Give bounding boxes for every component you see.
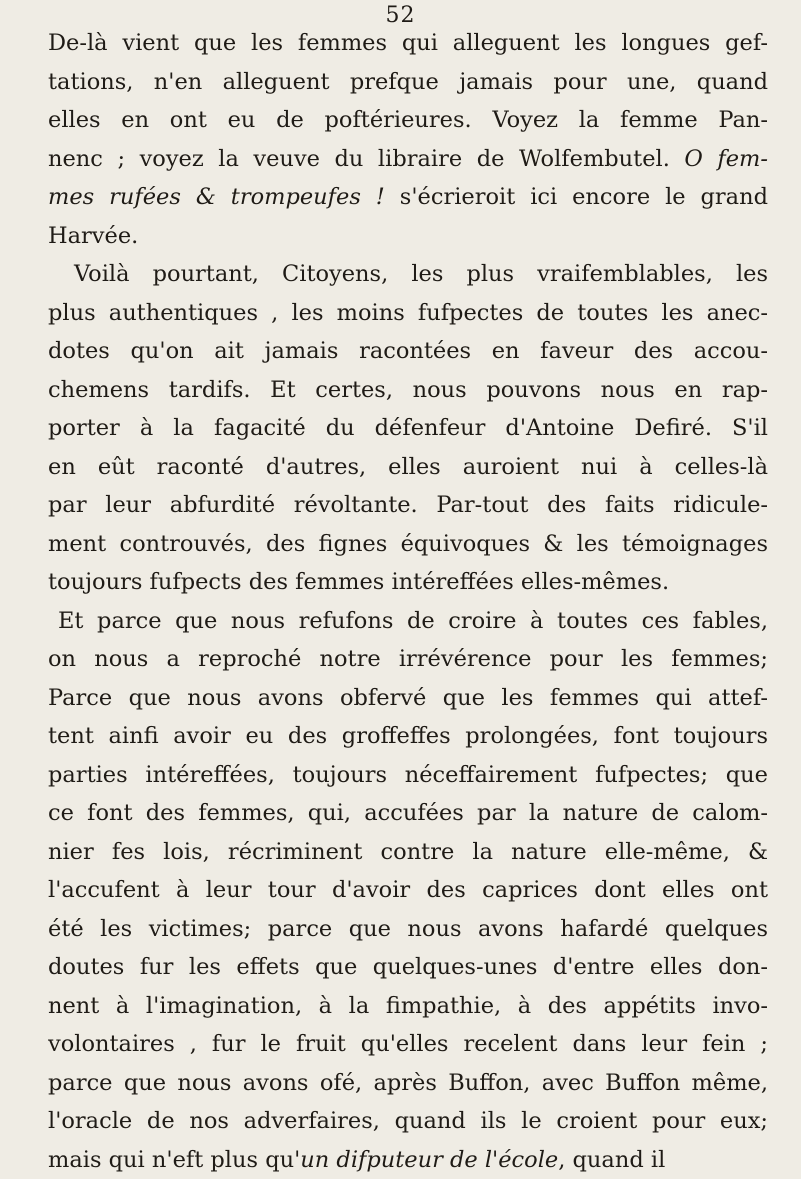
text-run: tent ainfi avoir eu des groffeffes prolongées, font toujours	[48, 723, 768, 749]
text-run: doutes fur les effets que quelques-unes d'entre elles don-	[48, 954, 768, 980]
text-line	[48, 178, 768, 217]
text-run: l'oracle de nos adverfaires, quand ils le croient pour eux;	[48, 1108, 768, 1134]
text-line	[48, 140, 768, 179]
text-run: été les victimes; parce que nous avons hafardé quelques	[48, 916, 768, 942]
text-line	[48, 486, 768, 525]
text-run: parce que nous avons ofé, après Buffon, avec Buffon même,	[48, 1070, 768, 1096]
italic-text: O fem-	[684, 146, 768, 172]
body-text	[48, 24, 768, 1179]
text-line	[48, 717, 768, 756]
text-run: toujours fufpects des femmes intéreffées elles-mêmes.	[48, 569, 669, 595]
text-run: en eût raconté d'autres, elles auroient nui à celles-là	[48, 454, 768, 480]
italic-text: un difputeur de l'école	[300, 1147, 558, 1173]
text-line	[48, 1102, 768, 1141]
text-line	[48, 871, 768, 910]
text-run: on nous a reproché notre irrévérence pour les femmes;	[48, 646, 768, 672]
text-run: nent à l'imagination, à la fimpathie, à des appétits invo-	[48, 993, 768, 1019]
text-line	[48, 409, 768, 448]
text-run: par leur abfurdité révoltante. Par-tout des faits ridicule-	[48, 492, 768, 518]
text-run: nenc ; voyez la veuve du libraire de Wolfembutel.	[48, 146, 684, 172]
text-run: mais qui n'eft plus qu'	[48, 1147, 300, 1173]
italic-text: mes rufées & trompeufes !	[48, 184, 385, 210]
text-run: De-là vient que les femmes qui alleguent les longues gef-	[48, 30, 768, 56]
text-line	[48, 948, 768, 987]
text-line	[48, 602, 768, 641]
text-line	[48, 255, 768, 294]
text-line	[48, 332, 768, 371]
text-run: nier fes lois, récriminent contre la nature elle-même, &	[48, 839, 768, 865]
text-line	[48, 833, 768, 872]
text-line	[48, 794, 768, 833]
text-run: Et parce que nous refufons de croire à toutes ces fables,	[58, 608, 768, 634]
text-line	[48, 987, 768, 1026]
text-line	[48, 101, 768, 140]
text-line	[48, 1064, 768, 1103]
text-run: porter à la fagacité du défenfeur d'Antoine Defiré. S'il	[48, 415, 768, 441]
text-run: ment controuvés, des fignes équivoques & les témoignages	[48, 531, 768, 557]
text-line	[48, 63, 768, 102]
page-number: 52	[0, 2, 801, 30]
text-run: Harvée.	[48, 223, 138, 249]
text-line	[48, 525, 768, 564]
text-run: s'écrieroit ici encore le grand	[385, 184, 768, 210]
text-run: volontaires , fur le fruit qu'elles recelent dans leur fein ;	[48, 1031, 768, 1057]
text-line	[48, 640, 768, 679]
text-line	[48, 448, 768, 487]
text-line	[48, 910, 768, 949]
text-line	[48, 756, 768, 795]
text-run: dotes qu'on ait jamais racontées en faveur des accou-	[48, 338, 768, 364]
text-run: l'accufent à leur tour d'avoir des caprices dont elles ont	[48, 877, 768, 903]
text-run: chemens tardifs. Et certes, nous pouvons nous en rap-	[48, 377, 768, 403]
text-run: parties intéreffées, toujours néceffairement fufpectes; que	[48, 762, 768, 788]
text-run: , quand il	[558, 1147, 665, 1173]
text-line	[48, 294, 768, 333]
text-line	[48, 217, 768, 256]
text-line	[48, 679, 768, 718]
text-run: tations, n'en alleguent prefque jamais pour une, quand	[48, 69, 768, 95]
text-run: ce font des femmes, qui, accufées par la nature de calom-	[48, 800, 768, 826]
text-run: Parce que nous avons obfervé que les femmes qui attef-	[48, 685, 768, 711]
text-run: plus authentiques , les moins fufpectes de toutes les anec-	[48, 300, 768, 326]
text-line	[48, 24, 768, 63]
text-line	[48, 1141, 768, 1179]
text-line	[48, 1025, 768, 1064]
text-line	[48, 563, 768, 602]
text-line	[48, 371, 768, 410]
text-run: elles en ont eu de poftérieures. Voyez la femme Pan-	[48, 107, 768, 133]
text-run: Voilà pourtant, Citoyens, les plus vraifemblables, les	[74, 261, 768, 287]
